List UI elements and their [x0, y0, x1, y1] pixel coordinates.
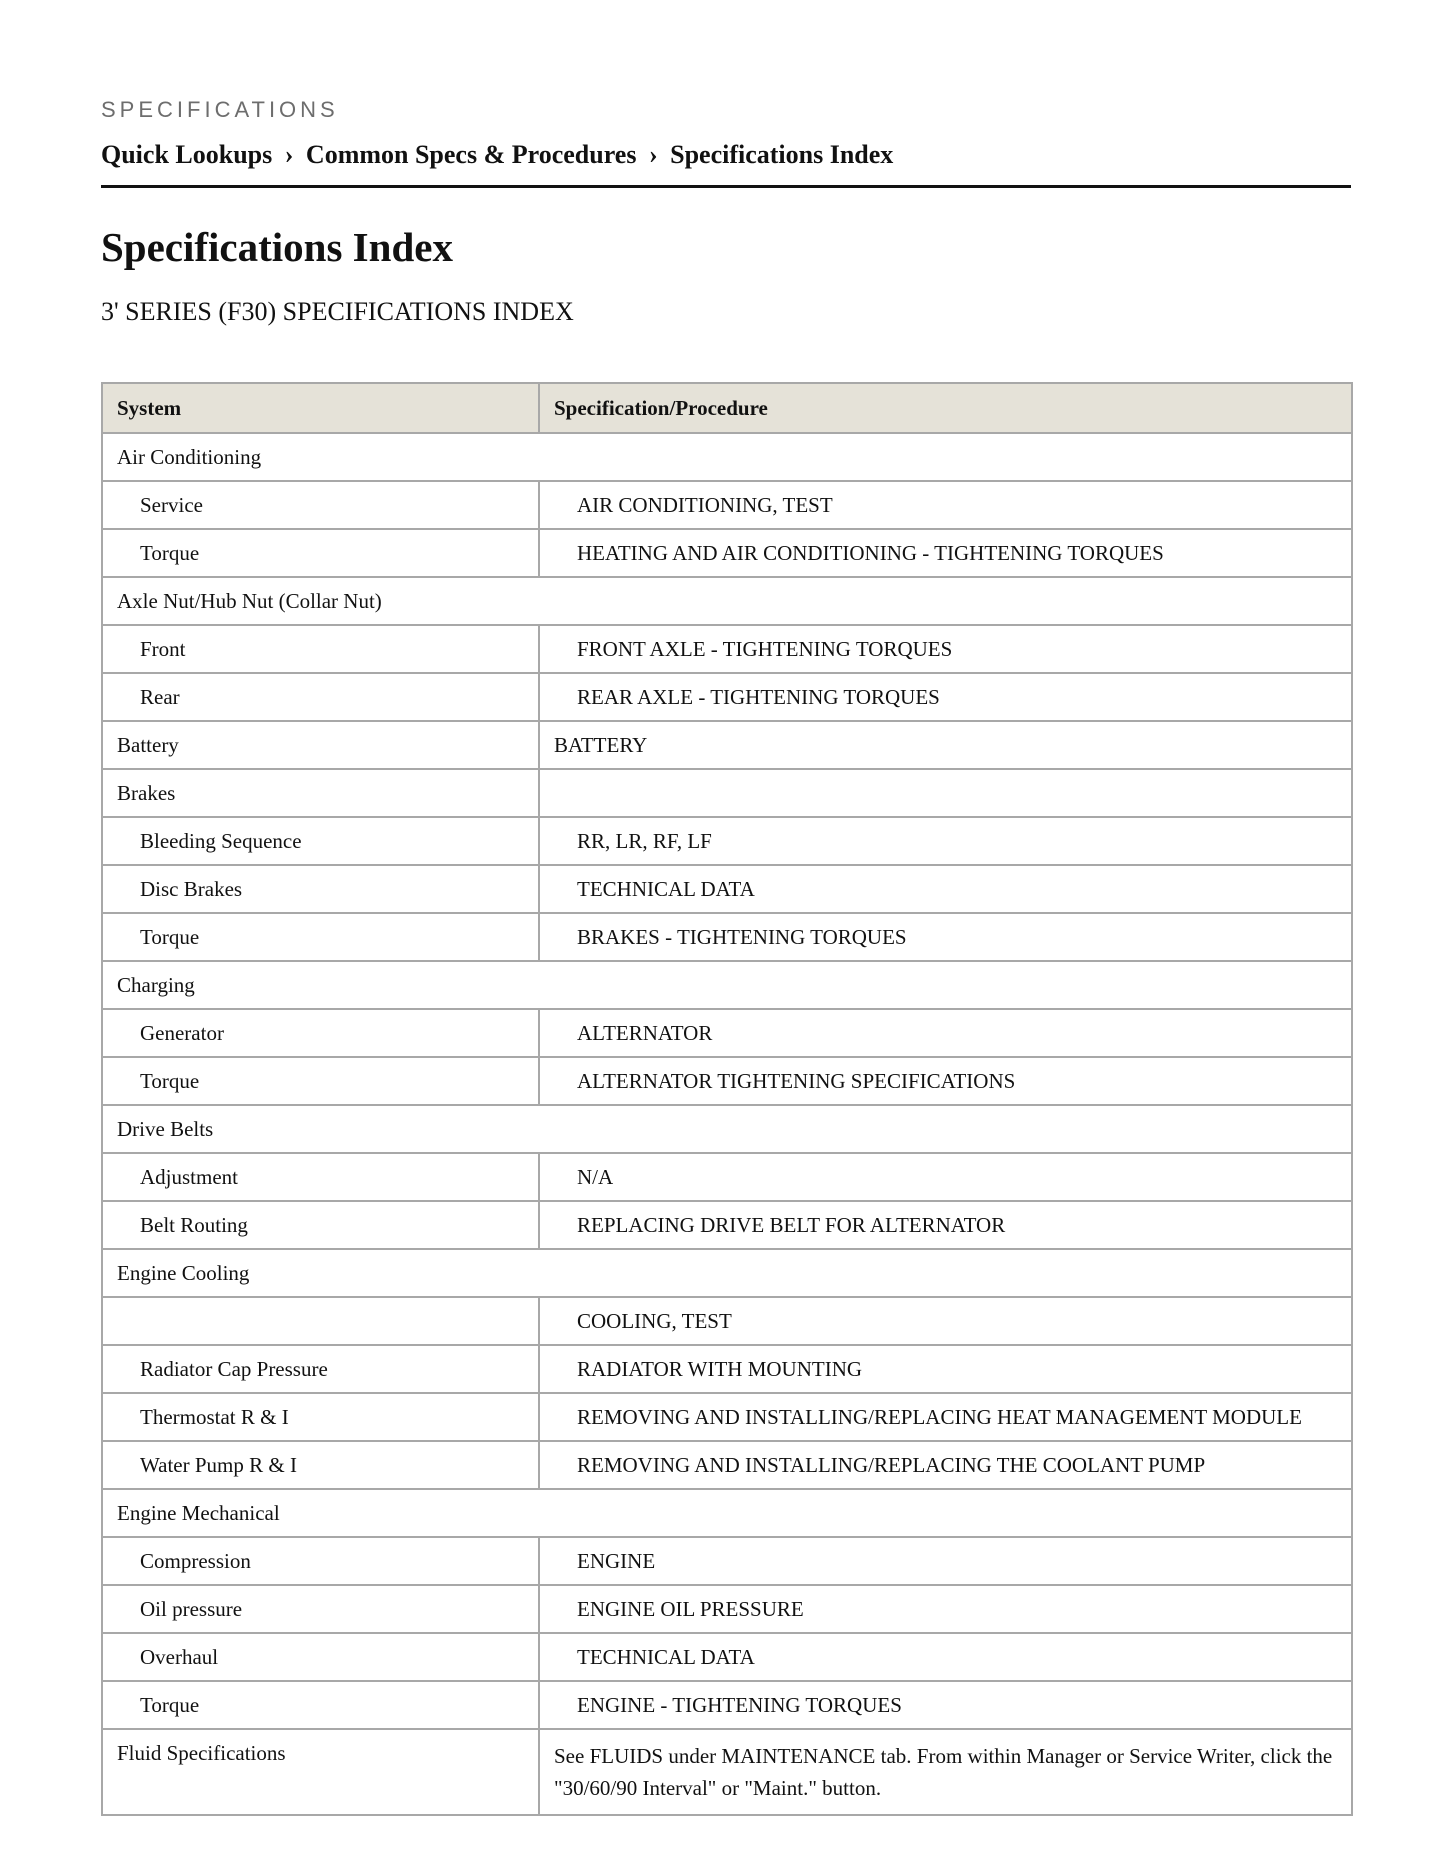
spec-cell[interactable]: ENGINE — [539, 1537, 1352, 1585]
system-cell: Disc Brakes — [102, 865, 539, 913]
table-row — [102, 769, 1352, 817]
system-cell: Drive Belts — [102, 1105, 1352, 1153]
page-title: Specifications Index — [101, 224, 453, 270]
table-body — [102, 433, 1352, 1815]
system-cell: Charging — [102, 961, 1352, 1009]
table-row — [102, 481, 1352, 529]
breadcrumb — [101, 137, 1351, 173]
page-subtitle: 3' SERIES (F30) SPECIFICATIONS INDEX — [101, 297, 574, 326]
breadcrumb-item-common-specs[interactable]: Common Specs & Procedures — [305, 140, 637, 169]
spec-cell[interactable]: N/A — [539, 1153, 1352, 1201]
table-row — [102, 1537, 1352, 1585]
table-row — [102, 1681, 1352, 1729]
system-cell: Overhaul — [102, 1633, 539, 1681]
spec-cell[interactable]: REAR AXLE - TIGHTENING TORQUES — [539, 673, 1352, 721]
table-row — [102, 1729, 1352, 1815]
table-group-row — [102, 1105, 1352, 1153]
system-cell: Service — [102, 481, 539, 529]
table-group-row — [102, 1249, 1352, 1297]
table-row — [102, 625, 1352, 673]
system-cell: Air Conditioning — [102, 433, 1352, 481]
table-row — [102, 1585, 1352, 1633]
system-cell: Compression — [102, 1537, 539, 1585]
spec-cell[interactable]: REMOVING AND INSTALLING/REPLACING THE COOLANT PUMP — [539, 1441, 1352, 1489]
breadcrumb-separator: › — [648, 140, 658, 169]
breadcrumb-separator: › — [284, 140, 294, 169]
spec-cell[interactable]: AIR CONDITIONING, TEST — [539, 481, 1352, 529]
page — [101, 0, 1351, 1816]
table-row — [102, 913, 1352, 961]
breadcrumb-item-quick-lookups[interactable]: Quick Lookups — [101, 140, 273, 169]
spec-cell[interactable]: See FLUIDS under MAINTENANCE tab. From within Manager or Service Writer, click the "30/60/90 Interval" or "Maint." button. — [539, 1729, 1352, 1815]
system-cell: Torque — [102, 529, 539, 577]
system-cell: Water Pump R & I — [102, 1441, 539, 1489]
system-cell: Bleeding Sequence — [102, 817, 539, 865]
table-row — [102, 529, 1352, 577]
system-cell: Belt Routing — [102, 1201, 539, 1249]
breadcrumb-item-current: Specifications Index — [670, 140, 894, 169]
specifications-table — [101, 382, 1353, 1816]
spec-cell[interactable]: COOLING, TEST — [539, 1297, 1352, 1345]
system-cell: Front — [102, 625, 539, 673]
column-header-system: System — [102, 383, 539, 433]
table-row — [102, 1201, 1352, 1249]
spec-cell[interactable]: TECHNICAL DATA — [539, 1633, 1352, 1681]
system-cell: Axle Nut/Hub Nut (Collar Nut) — [102, 577, 1352, 625]
table-row — [102, 721, 1352, 769]
spec-cell[interactable]: BATTERY — [539, 721, 1352, 769]
system-cell — [102, 1297, 539, 1345]
spec-cell[interactable]: FRONT AXLE - TIGHTENING TORQUES — [539, 625, 1352, 673]
spec-cell[interactable]: HEATING AND AIR CONDITIONING - TIGHTENING TORQUES — [539, 529, 1352, 577]
system-cell: Torque — [102, 1057, 539, 1105]
table-row — [102, 1345, 1352, 1393]
table-group-row — [102, 433, 1352, 481]
system-cell: Torque — [102, 913, 539, 961]
table-row — [102, 865, 1352, 913]
system-cell: Engine Mechanical — [102, 1489, 1352, 1537]
spec-cell[interactable]: BRAKES - TIGHTENING TORQUES — [539, 913, 1352, 961]
system-cell: Rear — [102, 673, 539, 721]
spec-cell[interactable]: ENGINE OIL PRESSURE — [539, 1585, 1352, 1633]
system-cell: Generator — [102, 1009, 539, 1057]
spec-cell[interactable]: ENGINE - TIGHTENING TORQUES — [539, 1681, 1352, 1729]
table-header-row — [102, 383, 1352, 433]
system-cell: Thermostat R & I — [102, 1393, 539, 1441]
section-label: SPECIFICATIONS — [101, 97, 339, 122]
table-row — [102, 1393, 1352, 1441]
spec-cell[interactable]: TECHNICAL DATA — [539, 865, 1352, 913]
table-group-row — [102, 961, 1352, 1009]
system-cell: Fluid Specifications — [102, 1729, 539, 1815]
spec-cell[interactable]: RR, LR, RF, LF — [539, 817, 1352, 865]
spec-cell[interactable]: REMOVING AND INSTALLING/REPLACING HEAT MANAGEMENT MODULE — [539, 1393, 1352, 1441]
table-row — [102, 1297, 1352, 1345]
system-cell: Torque — [102, 1681, 539, 1729]
column-header-spec: Specification/Procedure — [539, 383, 1352, 433]
table-row — [102, 673, 1352, 721]
table-row — [102, 817, 1352, 865]
spec-cell — [539, 769, 1352, 817]
system-cell: Engine Cooling — [102, 1249, 1352, 1297]
system-cell: Oil pressure — [102, 1585, 539, 1633]
table-row — [102, 1153, 1352, 1201]
table-group-row — [102, 577, 1352, 625]
spec-cell[interactable]: REPLACING DRIVE BELT FOR ALTERNATOR — [539, 1201, 1352, 1249]
system-cell: Radiator Cap Pressure — [102, 1345, 539, 1393]
table-row — [102, 1057, 1352, 1105]
spec-cell[interactable]: RADIATOR WITH MOUNTING — [539, 1345, 1352, 1393]
table-row — [102, 1441, 1352, 1489]
system-cell: Adjustment — [102, 1153, 539, 1201]
spec-cell[interactable]: ALTERNATOR TIGHTENING SPECIFICATIONS — [539, 1057, 1352, 1105]
system-cell: Battery — [102, 721, 539, 769]
table-group-row — [102, 1489, 1352, 1537]
table-row — [102, 1009, 1352, 1057]
table-row — [102, 1633, 1352, 1681]
header-divider — [101, 185, 1351, 188]
spec-cell[interactable]: ALTERNATOR — [539, 1009, 1352, 1057]
system-cell: Brakes — [102, 769, 539, 817]
